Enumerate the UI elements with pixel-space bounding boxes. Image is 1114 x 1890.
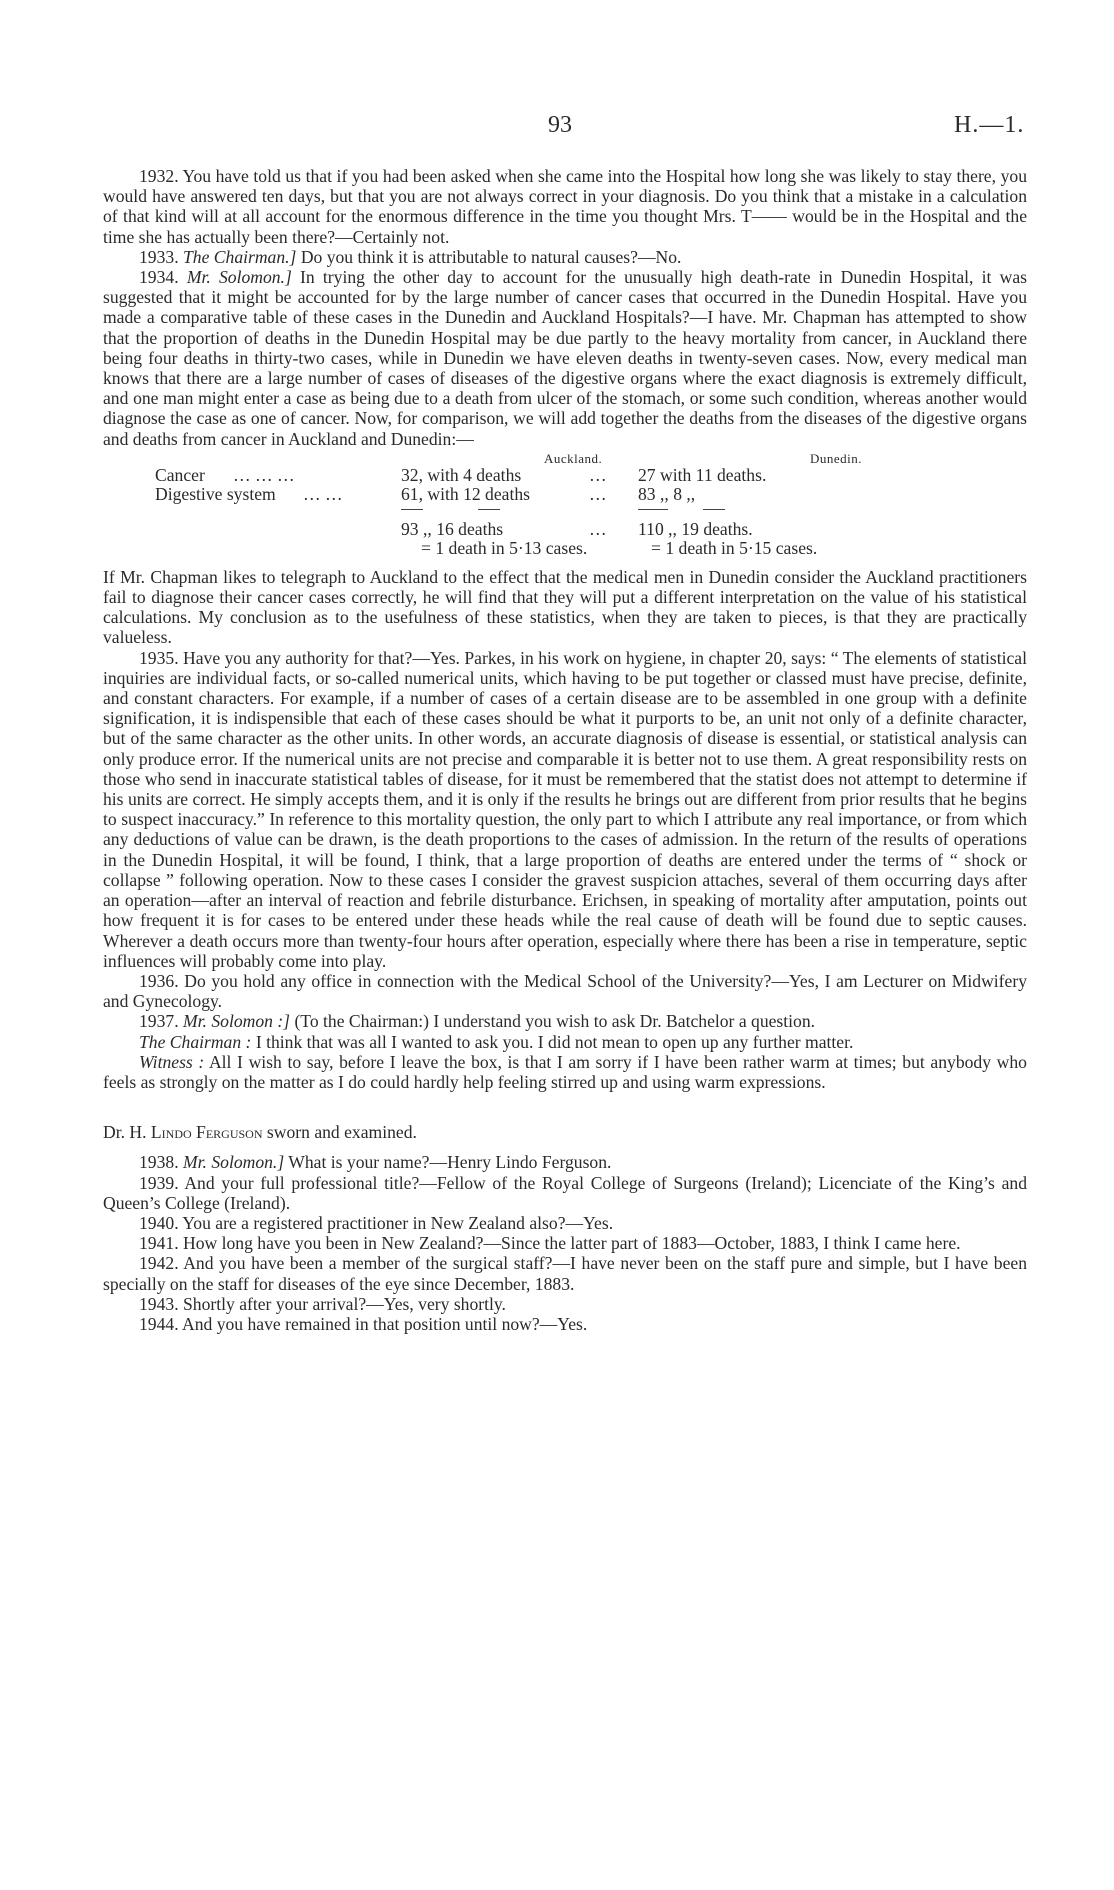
question-text: What is your name?—Henry Lindo Ferguson.	[288, 1152, 612, 1173]
cell-cancer-dunedin: 27 with 11 deaths.	[638, 464, 767, 485]
row-label-digestive: Digestive system	[155, 483, 276, 504]
statement-text: All I wish to say, before I leave the box, is that I am sorry if I have been rather warm at times; but anybody who feels as strongly on the matter as I do could hardly help feeling stirred up and using warm expressions.	[103, 1051, 1027, 1092]
paragraph-1944: 1944. And you have remained in that position until now?—Yes.	[139, 1313, 588, 1334]
paragraph-1936: 1936. Do you hold any office in connection with the Medical School of the University?—Yes, I am Lecturer on Midwifery and Gynecology.	[103, 970, 1027, 1012]
speaker: Mr. Solomon :]	[183, 1011, 291, 1032]
cell-digestive-auckland: 61, with 12 deaths	[401, 483, 531, 504]
leader-dots: …	[589, 518, 607, 539]
paragraph-1937	[103, 1011, 1027, 1031]
witness-name: Lindo Ferguson	[150, 1122, 263, 1143]
column-header-auckland: Auckland.	[544, 450, 603, 466]
question-number: 1938.	[139, 1152, 179, 1173]
paragraph-witness	[103, 1052, 1027, 1092]
statement-text: I think that was all I wanted to ask you. I did not mean to open up any further matter.	[255, 1031, 854, 1052]
page-number: 93	[548, 112, 572, 138]
paragraph-1940: 1940. You are a registered practitioner in New Zealand also?—Yes.	[139, 1212, 614, 1233]
row-label-cancer: Cancer	[155, 464, 205, 485]
speaker: Witness :	[139, 1051, 205, 1072]
sum-rule	[401, 509, 423, 510]
cell-total-auckland: 93 ,, 16 deaths	[401, 518, 504, 539]
leader-dots: … …	[303, 483, 343, 504]
cell-digestive-dunedin: 83 ,, 8 ,,	[638, 483, 696, 504]
speaker: Mr. Solomon.]	[186, 267, 292, 288]
leader-dots: …	[589, 464, 607, 485]
paragraph-1943: 1943. Shortly after your arrival?—Yes, very shortly.	[139, 1293, 506, 1314]
question-text: Do you think it is attributable to natural causes?—No.	[300, 246, 682, 267]
sum-rule	[638, 509, 668, 510]
paragraph-chairman	[103, 1032, 1027, 1052]
leader-dots: …	[589, 483, 607, 504]
column-header-dunedin: Dunedin.	[810, 450, 863, 466]
heading-suffix: sworn and examined.	[266, 1122, 417, 1143]
cell-ratio-dunedin: = 1 death in 5·15 cases.	[651, 537, 818, 558]
section-heading	[103, 1122, 1027, 1142]
sum-rule	[703, 509, 725, 510]
sum-rule	[478, 509, 500, 510]
speaker: The Chairman.]	[183, 246, 297, 267]
question-text: In trying the other day to account for the unusually high death-rate in Dunedin Hospital, it was suggested that it might be accounted for by the large number of cancer cases that occurred in the Dunedin Hospital. Have you made a comparative table of these cases in the Dunedin and Auckland Hospitals?—I have. Mr. Chapman has attempted to show that the proportion of deaths in the Dunedin Hospital may be due partly to the heavy mortality from cancer, in Auckland there being four deaths in thirty-two cases, while in Dunedin we have eleven deaths in twenty-seven cases. Now, every medical man knows that there are a large number of cases of diseases of the digestive organs where the exact diagnosis is extremely difficult, and one man might enter a case as being due to a death from ulcer of the stomach, or some such condition, whereas another would diagnose the case as one of cancer. Now, for comparison, we will add together the deaths from the diseases of the digestive organs and deaths from cancer in Auckland and Dunedin:—	[103, 267, 1027, 449]
paragraph-1932: 1932. You have told us that if you had been asked when she came into the Hospital how long she was likely to stay there, you would have answered ten days, but that you are not always correct in your diagnosis. Do you think that a mistake in a calculation of that kind will at all account for the enormous difference in the time you thought Mrs. T—— would be in the Hospital and the time she has actually been there?—Certainly not.	[103, 166, 1027, 247]
paragraph-1935: 1935. Have you any authority for that?—Yes. Parkes, in his work on hygiene, in chapter 20, says: “ The elements of statistical inquiries are individual facts, or so-called numerical units, which having to be put together or classed must have precise, definite, and constant characters. For example, if a number of cases of a certain disease are to be assembled in one group with a definite signification, it is indispensible that each of these cases should be what it purports to be, an unit not only of a definite character, but of the same character as the other units. In other words, an accurate diagnosis of disease is essential, or statistical analysis can only produce error. If the numerical units are not precise and comparable it is better not to use them. A great responsibility rests on those who send in inaccurate statistical tables of disease, for it must be remembered that the statist does not attempt to determine if his units are correct. He simply accepts them, and it is only if the results he brings out are different from prior results that he begins to suspect inaccuracy.” In reference to this mortality question, the only part to which I attribute any real importance, or from which any deductions of value can be drawn, is the death proportions to the cases of admission. In the return of the results of operations in the Dunedin Hospital, it will be found, I think, that a large proportion of deaths are entered under the terms of “ shock or collapse ” following operation. Now to these cases I consider the gravest suspicion attaches, several of them occurring days after an operation—after an interval of reaction and febrile disturbance. Erichsen, in speaking of mortality after amputation, points out how frequent it is for cases to be entered under these heads while the real cause of death will be found due to septic causes. Wherever a death occurs more than twenty-four hours after operation, especially where there has been a rise in temperature, septic influences will probably come into play.	[103, 647, 1027, 971]
cell-total-dunedin: 110 ,, 19 deaths.	[638, 518, 753, 539]
question-number: 1937.	[139, 1011, 179, 1032]
page-body	[103, 166, 1027, 1334]
cell-ratio-auckland: = 1 death in 5·13 cases.	[421, 537, 588, 558]
speaker: The Chairman :	[139, 1031, 252, 1052]
leader-dots: … … …	[233, 464, 295, 485]
heading-prefix: Dr. H.	[103, 1122, 147, 1143]
document-reference: H.—1.	[954, 112, 1025, 138]
paragraph-1941: 1941. How long have you been in New Zealand?—Since the latter part of 1883—October, 1883, I think I came here.	[139, 1233, 961, 1254]
paragraph-1942: 1942. And you have been a member of the surgical staff?—I have never been on the staff pure and simple, but I have been specially on the staff for diseases of the eye since December, 1883.	[103, 1253, 1027, 1294]
question-number: 1933.	[139, 246, 179, 267]
paragraph-1938	[103, 1152, 1027, 1172]
paragraph-1939: 1939. And your full professional title?—Fellow of the Royal College of Surgeons (Ireland); Licenciate of the King’s and Queen’s College (Ireland).	[103, 1172, 1027, 1213]
question-text: (To the Chairman:) I understand you wish to ask Dr. Batchelor a question.	[294, 1011, 816, 1032]
mortality-comparison-table	[103, 449, 1027, 567]
speaker: Mr. Solomon.]	[183, 1152, 285, 1173]
paragraph-1933	[103, 247, 1027, 267]
paragraph-1934	[103, 267, 1027, 449]
paragraph-after-table: If Mr. Chapman likes to telegraph to Auckland to the effect that the medical men in Dunedin consider the Auckland practitioners fail to diagnose their cancer cases correctly, he will find that they will put a different interpretation on the value of his statistical calculations. My conclusion as to the usefulness of these statistics, when they are taken to pieces, is that they are practically valueless.	[103, 566, 1027, 648]
cell-cancer-auckland: 32, with 4 deaths	[401, 464, 522, 485]
question-number: 1934.	[139, 267, 179, 288]
